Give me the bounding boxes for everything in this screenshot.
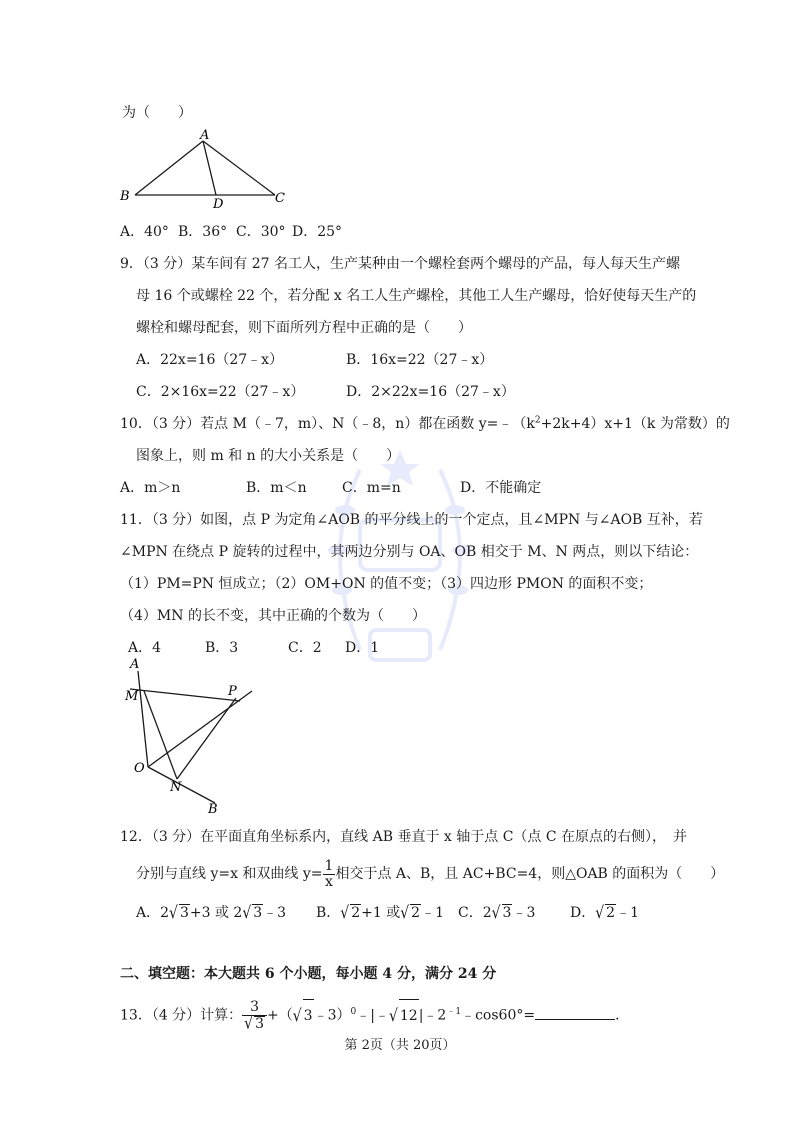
option-a: A．4 — [128, 640, 162, 656]
angle-bisector-figure — [120, 655, 270, 815]
fraction-denominator: x — [325, 873, 333, 890]
q13-prefix: 13．（4 分）计算： — [120, 1007, 243, 1024]
triangle-figure — [115, 128, 295, 208]
sqrt-icon: √ — [595, 903, 605, 923]
q13-end: ． — [615, 1007, 630, 1024]
option-b-mid: +1 或 — [361, 905, 401, 921]
q10-line1 — [120, 413, 730, 433]
radicand: 12 — [399, 999, 419, 1032]
fraction — [242, 1000, 267, 1032]
fraction-numerator: 1 — [324, 857, 334, 874]
superscript: 0 — [350, 1007, 357, 1017]
option-d: D．25° — [292, 224, 343, 240]
question-continuation: 为（ ） — [122, 105, 192, 121]
radicand: 2 — [411, 905, 421, 921]
option-a-mid: +3 或 2 — [189, 905, 243, 921]
option-b: B．16x=22（27﹣x） — [346, 352, 494, 368]
label-o: O — [134, 761, 145, 776]
section-heading: 二、填空题：本大题共 6 个小题，每小题 4 分，满分 24 分 — [120, 966, 497, 982]
option-d: D．2×22x=16（27﹣x） — [346, 384, 515, 400]
option-a-post: ﹣3 — [263, 905, 287, 921]
sqrt-icon: √ — [340, 903, 350, 923]
option-a — [136, 902, 286, 922]
option-c: C．2 — [288, 640, 322, 656]
q11-line4: （4）MN 的长不变，其中正确的个数为（ ） — [120, 608, 426, 624]
option-d-text: D． — [570, 905, 596, 921]
question-13 — [120, 996, 629, 1032]
q13-part: +（ — [267, 1007, 293, 1024]
q11-line3: （1）PM=PN 恒成立；（2）OM+ON 的值不变；（3）四边形 PMON 的面积不变； — [120, 576, 653, 592]
q13-part: ﹣|﹣ — [356, 1007, 389, 1024]
superscript: 2 — [534, 415, 541, 426]
q10-line1-a: 10．（3 分）若点 M（﹣7，m）、N（﹣8，n）都在函数 y=﹣（k — [120, 416, 535, 432]
option-d — [570, 902, 639, 922]
option-b: B．3 — [205, 640, 239, 656]
sqrt-icon: √ — [169, 903, 178, 923]
q10-line2: 图象上，则 m 和 n 的大小关系是（ ） — [136, 448, 401, 464]
option-a: A．m＞n — [120, 480, 181, 496]
option-c — [458, 902, 535, 922]
sqrt-icon: √ — [388, 1006, 398, 1026]
q13-part: |﹣2 — [418, 1007, 447, 1024]
q13-part: ﹣cos60°= — [461, 1007, 536, 1024]
option-b-post: ﹣1 — [421, 905, 444, 921]
q9-line2: 母 16 个或螺栓 22 个，若分配 x 名工人生产螺栓，其他工人生产螺母，恰好使每天生产的 — [136, 288, 697, 304]
label-m: M — [125, 689, 139, 704]
option-c: C．2×16x=22（27﹣x） — [136, 384, 305, 400]
q12-line2-a: 分别与直线 y=x 和双曲线 y= — [136, 866, 323, 882]
fraction-numerator: 3 — [242, 1000, 267, 1016]
q10-line1-b: +2k+4）x+1（k 为常数）的 — [540, 416, 730, 432]
label-c: C — [275, 191, 285, 206]
label-a: A — [130, 657, 140, 672]
sqrt-icon: √ — [400, 903, 410, 923]
option-c: C．30° — [236, 224, 286, 240]
radicand: 3 — [179, 905, 189, 921]
radicand: 3 — [255, 1015, 265, 1032]
superscript: ﹣1 — [446, 1007, 462, 1017]
q9-line1: 9．（3 分）某车间有 27 名工人，生产某种由一个螺栓套两个螺母的产品，每人每天生产螺 — [120, 256, 680, 272]
option-c: C．m=n — [342, 480, 401, 496]
option-b-text: B． — [316, 905, 341, 921]
radicand: 2 — [606, 905, 616, 921]
label-b: B — [208, 802, 218, 815]
q11-line2: ∠MPN 在绕点 P 旋转的过程中，其两边分别与 OA、OB 相交于 M、N 两点，则以下结论： — [120, 544, 699, 560]
option-c-post: ﹣3 — [512, 905, 536, 921]
label-d: D — [213, 197, 224, 208]
radicand: 3 — [502, 905, 512, 921]
q12-line2 — [136, 858, 724, 890]
option-a-text: A．2 — [136, 905, 170, 921]
sqrt-icon: √ — [244, 1013, 254, 1034]
q11-line1: 11．（3 分）如图，点 P 为定角∠AOB 的平分线上的一个定点，且∠MPN 与∠AOB 互补，若 — [120, 512, 703, 528]
sqrt-icon: √ — [491, 903, 501, 923]
q13-part: ﹣3） — [313, 1007, 351, 1024]
q9-line3: 螺栓和螺母配套，则下面所列方程中正确的是（ ） — [136, 320, 472, 336]
option-a: A．40° — [120, 224, 169, 240]
option-d: D．不能确定 — [460, 480, 542, 496]
label-a: A — [200, 128, 210, 143]
sqrt-icon: √ — [292, 1006, 302, 1026]
radicand: 3 — [303, 999, 314, 1032]
fraction — [323, 859, 336, 890]
radicand: 3 — [253, 905, 263, 921]
label-b: B — [120, 189, 130, 204]
option-b: B．36° — [178, 224, 228, 240]
option-d-post: ﹣1 — [616, 905, 639, 921]
option-b — [316, 902, 444, 922]
radicand: 2 — [351, 905, 361, 921]
option-b: B．m＜n — [246, 480, 307, 496]
sqrt-icon: √ — [242, 903, 252, 923]
page-footer: 第 2页（共 20页） — [344, 1038, 456, 1053]
q12-line1: 12．（3 分）在平面直角坐标系内，直线 AB 垂直于 x 轴于点 C（点 C 在原点的右侧）， 并 — [120, 829, 688, 845]
label-p: P — [228, 684, 237, 699]
fraction-denominator — [242, 1013, 267, 1034]
q12-line2-b: 相交于点 A、B，且 AC+BC=4，则△OAB 的面积为（ ） — [335, 866, 725, 882]
option-d: D．1 — [345, 640, 380, 656]
label-n: N — [170, 780, 182, 795]
option-c-text: C．2 — [458, 905, 492, 921]
option-a: A．22x=16（27﹣x） — [136, 352, 284, 368]
answer-blank[interactable] — [535, 1005, 615, 1020]
